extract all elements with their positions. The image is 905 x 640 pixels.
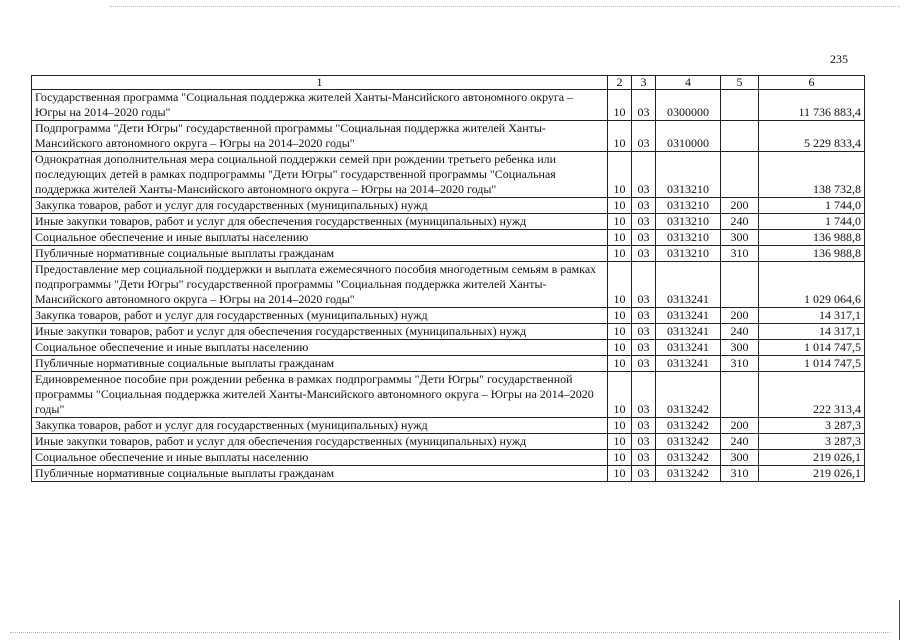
row-expense-type: 300	[721, 340, 759, 356]
row-name: Однократная дополнительная мера социальной поддержки семей при рождении третьего ребенка или последующих детей в рамках подпрограммы "Дети Югры" государственной программы "Социальная поддержка жителей Ханты-Мансийского автономного округа – Югры на 2014–2020 годы"	[32, 152, 608, 198]
row-subsection: 03	[632, 434, 656, 450]
header-col-3: 3	[632, 76, 656, 90]
row-section: 10	[608, 356, 632, 372]
row-expense-type	[721, 90, 759, 121]
row-subsection: 03	[632, 121, 656, 152]
row-target-code: 0300000	[656, 90, 721, 121]
row-subsection: 03	[632, 90, 656, 121]
row-section: 10	[608, 214, 632, 230]
row-expense-type: 310	[721, 246, 759, 262]
row-target-code: 0313241	[656, 356, 721, 372]
table-row	[32, 466, 865, 482]
row-name: Иные закупки товаров, работ и услуг для обеспечения государственных (муниципальных) нужд	[32, 324, 608, 340]
row-subsection: 03	[632, 246, 656, 262]
row-section: 10	[608, 466, 632, 482]
row-section: 10	[608, 324, 632, 340]
row-target-code: 0313241	[656, 308, 721, 324]
budget-table	[31, 75, 865, 482]
row-sum: 1 029 064,6	[759, 262, 865, 308]
scan-noise-bottom	[10, 632, 890, 633]
row-target-code: 0313242	[656, 372, 721, 418]
table-row	[32, 308, 865, 324]
row-target-code: 0313242	[656, 434, 721, 450]
row-sum: 14 317,1	[759, 308, 865, 324]
row-name: Государственная программа "Социальная поддержка жителей Ханты-Мансийского автономного округа – Югры на 2014–2020 годы"	[32, 90, 608, 121]
row-section: 10	[608, 121, 632, 152]
row-subsection: 03	[632, 450, 656, 466]
table-row	[32, 198, 865, 214]
row-subsection: 03	[632, 308, 656, 324]
table-row	[32, 230, 865, 246]
row-expense-type: 240	[721, 324, 759, 340]
row-expense-type: 240	[721, 434, 759, 450]
row-target-code: 0313241	[656, 324, 721, 340]
row-target-code: 0313241	[656, 340, 721, 356]
table-row	[32, 434, 865, 450]
row-section: 10	[608, 262, 632, 308]
row-expense-type: 300	[721, 450, 759, 466]
row-expense-type	[721, 152, 759, 198]
header-col-1: 1	[32, 76, 608, 90]
row-sum: 5 229 833,4	[759, 121, 865, 152]
row-section: 10	[608, 246, 632, 262]
row-sum: 1 744,0	[759, 198, 865, 214]
row-sum: 14 317,1	[759, 324, 865, 340]
row-expense-type: 310	[721, 356, 759, 372]
row-sum: 3 287,3	[759, 434, 865, 450]
row-name: Предоставление мер социальной поддержки и выплата ежемесячного пособия многодетным семьям в рамках подпрограммы "Дети Югры" государственной программы "Социальная поддержка жителей Ханты-Мансийского автономного округа – Югры на 2014–2020 годы"	[32, 262, 608, 308]
row-expense-type: 200	[721, 418, 759, 434]
row-section: 10	[608, 152, 632, 198]
row-sum: 1 744,0	[759, 214, 865, 230]
header-col-6: 6	[759, 76, 865, 90]
row-expense-type: 200	[721, 198, 759, 214]
row-expense-type	[721, 262, 759, 308]
row-subsection: 03	[632, 324, 656, 340]
row-sum: 138 732,8	[759, 152, 865, 198]
row-name: Единовременное пособие при рождении ребенка в рамках подпрограммы "Дети Югры" государственной программы "Социальная поддержка жителей Ханты-Мансийского автономного округа – Югры на 2014–2020 годы"	[32, 372, 608, 418]
scan-noise-top	[110, 6, 900, 7]
row-name: Социальное обеспечение и иные выплаты населению	[32, 340, 608, 356]
table-row	[32, 450, 865, 466]
row-target-code: 0313210	[656, 214, 721, 230]
table-row	[32, 324, 865, 340]
row-target-code: 0313210	[656, 152, 721, 198]
row-expense-type: 200	[721, 308, 759, 324]
row-target-code: 0313242	[656, 466, 721, 482]
row-name: Публичные нормативные социальные выплаты гражданам	[32, 466, 608, 482]
row-subsection: 03	[632, 372, 656, 418]
row-name: Публичные нормативные социальные выплаты гражданам	[32, 246, 608, 262]
table-row	[32, 262, 865, 308]
row-subsection: 03	[632, 262, 656, 308]
header-col-4: 4	[656, 76, 721, 90]
row-target-code: 0313210	[656, 230, 721, 246]
row-section: 10	[608, 418, 632, 434]
row-name: Закупка товаров, работ и услуг для государственных (муниципальных) нужд	[32, 198, 608, 214]
row-subsection: 03	[632, 466, 656, 482]
table-row	[32, 121, 865, 152]
row-target-code: 0313241	[656, 262, 721, 308]
row-name: Закупка товаров, работ и услуг для государственных (муниципальных) нужд	[32, 308, 608, 324]
row-subsection: 03	[632, 340, 656, 356]
header-col-2: 2	[608, 76, 632, 90]
row-section: 10	[608, 372, 632, 418]
row-sum: 219 026,1	[759, 466, 865, 482]
row-name: Социальное обеспечение и иные выплаты населению	[32, 230, 608, 246]
scan-edge-mark	[899, 600, 900, 640]
table-row	[32, 372, 865, 418]
row-subsection: 03	[632, 230, 656, 246]
row-section: 10	[608, 340, 632, 356]
table-row	[32, 152, 865, 198]
table-row	[32, 90, 865, 121]
row-target-code: 0310000	[656, 121, 721, 152]
row-sum: 11 736 883,4	[759, 90, 865, 121]
table-header-row	[32, 76, 865, 90]
row-expense-type: 300	[721, 230, 759, 246]
row-subsection: 03	[632, 198, 656, 214]
row-name: Публичные нормативные социальные выплаты гражданам	[32, 356, 608, 372]
row-sum: 1 014 747,5	[759, 356, 865, 372]
row-name: Социальное обеспечение и иные выплаты населению	[32, 450, 608, 466]
row-subsection: 03	[632, 152, 656, 198]
row-section: 10	[608, 434, 632, 450]
row-sum: 136 988,8	[759, 246, 865, 262]
table-row	[32, 340, 865, 356]
row-sum: 136 988,8	[759, 230, 865, 246]
table-row	[32, 214, 865, 230]
row-name: Иные закупки товаров, работ и услуг для обеспечения государственных (муниципальных) нужд	[32, 434, 608, 450]
row-section: 10	[608, 308, 632, 324]
row-sum: 3 287,3	[759, 418, 865, 434]
row-target-code: 0313242	[656, 418, 721, 434]
row-section: 10	[608, 198, 632, 214]
row-target-code: 0313210	[656, 198, 721, 214]
row-expense-type	[721, 372, 759, 418]
row-expense-type	[721, 121, 759, 152]
row-sum: 219 026,1	[759, 450, 865, 466]
row-subsection: 03	[632, 418, 656, 434]
row-section: 10	[608, 230, 632, 246]
row-section: 10	[608, 450, 632, 466]
table-row	[32, 246, 865, 262]
table-row	[32, 418, 865, 434]
page-number: 235	[830, 52, 848, 66]
row-section: 10	[608, 90, 632, 121]
row-expense-type: 310	[721, 466, 759, 482]
row-name: Иные закупки товаров, работ и услуг для обеспечения государственных (муниципальных) нужд	[32, 214, 608, 230]
table-row	[32, 356, 865, 372]
header-col-5: 5	[721, 76, 759, 90]
row-name: Подпрограмма "Дети Югры" государственной программы "Социальная поддержка жителей Ханты-Мансийского автономного округа – Югры на 2014–2020 годы"	[32, 121, 608, 152]
row-sum: 222 313,4	[759, 372, 865, 418]
row-subsection: 03	[632, 214, 656, 230]
row-subsection: 03	[632, 356, 656, 372]
row-expense-type: 240	[721, 214, 759, 230]
row-sum: 1 014 747,5	[759, 340, 865, 356]
row-target-code: 0313242	[656, 450, 721, 466]
row-target-code: 0313210	[656, 246, 721, 262]
row-name: Закупка товаров, работ и услуг для государственных (муниципальных) нужд	[32, 418, 608, 434]
